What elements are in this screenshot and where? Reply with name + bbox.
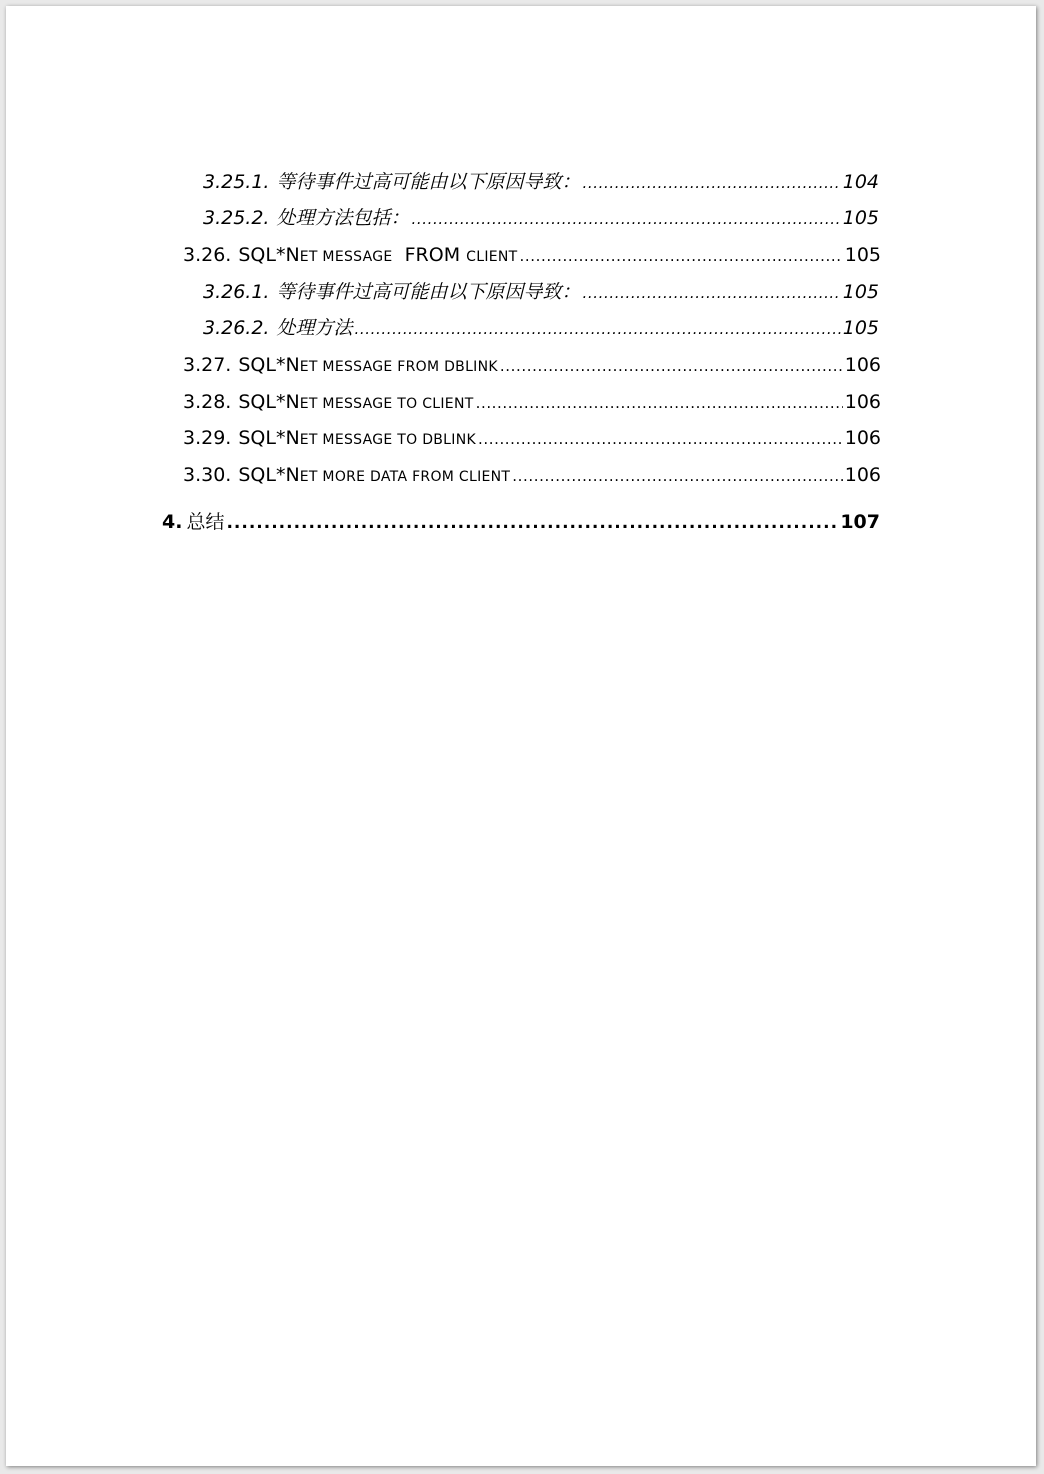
toc-entry-3-25-1[interactable] <box>203 170 879 195</box>
toc-leader-dots <box>476 391 843 415</box>
toc-entry-page: 106 <box>844 427 881 449</box>
toc-entry-3-28[interactable] <box>183 390 881 416</box>
toc-title-main: SQL*N <box>238 354 300 376</box>
toc-entry-title <box>238 426 476 452</box>
toc-entry-3-27[interactable] <box>183 353 881 379</box>
toc-entry-title <box>238 353 498 379</box>
toc-leader-dots <box>500 354 843 378</box>
toc-entry-number: 3.25.2. <box>203 207 270 229</box>
toc-entry-3-25-2[interactable] <box>203 206 879 231</box>
toc-entry-title <box>238 463 510 489</box>
toc-title-smallcaps: ET MESSAGE TO DBLINK <box>299 432 476 448</box>
toc-entry-page: 105 <box>842 207 879 229</box>
toc-title-smallcaps: ET MORE DATA FROM CLIENT <box>299 469 511 485</box>
toc-entry-page: 107 <box>840 511 880 533</box>
toc-entry-page: 106 <box>844 391 881 413</box>
toc-entry-title: 处理方法 <box>276 317 353 339</box>
toc-entry-page: 105 <box>844 244 881 266</box>
toc-entry-number: 4. <box>162 511 183 533</box>
toc-entry-page: 106 <box>844 354 881 376</box>
toc-leader-dots <box>226 511 838 535</box>
toc-title-main: SQL*N <box>238 427 300 449</box>
toc-title-main: SQL*N <box>238 464 300 486</box>
toc-leader-dots <box>355 317 841 341</box>
toc-entry-number: 3.29. <box>183 427 232 449</box>
toc-entry-title <box>238 390 473 416</box>
toc-title-mid: FROM <box>392 244 467 266</box>
toc-entry-number: 3.26.1. <box>203 281 270 303</box>
toc-leader-dots <box>512 464 842 488</box>
toc-entry-3-29[interactable] <box>183 426 881 452</box>
toc-leader-dots <box>412 207 841 231</box>
toc-entry-page: 105 <box>842 281 879 303</box>
toc-leader-dots <box>583 171 841 195</box>
toc-entry-3-26[interactable] <box>183 243 881 269</box>
toc-entry-title: 总结 <box>186 511 225 533</box>
toc-entry-number: 3.25.1. <box>203 171 270 193</box>
toc-title-smallcaps: ET MESSAGE TO CLIENT <box>299 396 474 412</box>
toc-entry-number: 3.30. <box>183 464 232 486</box>
toc-title-smallcaps: ET MESSAGE <box>299 249 393 265</box>
toc-entry-3-26-2[interactable] <box>203 316 879 341</box>
toc-entry-title: 等待事件过高可能由以下原因导致： <box>276 281 581 303</box>
toc-entry-number: 3.26. <box>183 244 232 266</box>
toc-entry-title: 处理方法包括： <box>276 207 410 229</box>
toc-entry-3-26-1[interactable] <box>203 280 879 305</box>
toc-entry-number: 3.26.2. <box>203 317 270 339</box>
toc-entry-title <box>238 243 517 269</box>
toc-title-main: SQL*N <box>238 244 300 266</box>
toc-entry-3-30[interactable] <box>183 463 881 489</box>
toc-title-main: SQL*N <box>238 391 300 413</box>
toc-leader-dots <box>583 281 841 305</box>
toc-entry-number: 3.27. <box>183 354 232 376</box>
toc-leader-dots <box>478 427 843 451</box>
toc-entry-page: 106 <box>844 464 881 486</box>
toc-entry-number: 3.28. <box>183 391 232 413</box>
toc-title-smallcaps-2: CLIENT <box>466 249 518 265</box>
toc-entry-title: 等待事件过高可能由以下原因导致： <box>276 171 581 193</box>
document-page <box>6 6 1036 1466</box>
toc-leader-dots <box>520 244 843 268</box>
toc-title-smallcaps: ET MESSAGE FROM DBLINK <box>299 359 498 375</box>
toc-entry-4[interactable] <box>162 510 880 535</box>
toc-entry-page: 105 <box>842 317 879 339</box>
toc-entry-page: 104 <box>842 171 879 193</box>
